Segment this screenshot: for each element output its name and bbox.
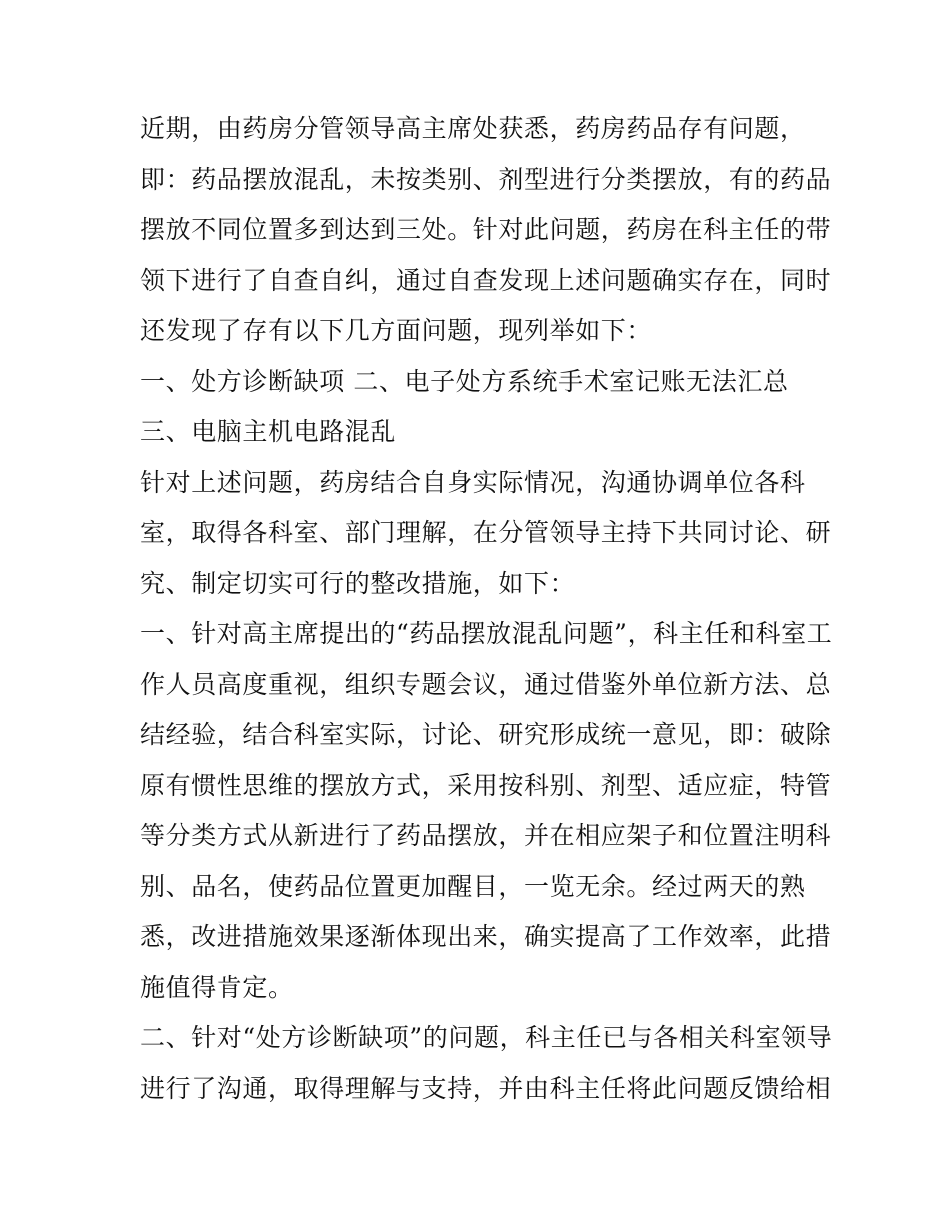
text-line: 施值得肯定。	[140, 972, 294, 1002]
text-line: 一、处方诊断缺项 二、电子处方系统手术室记账无法汇总	[140, 366, 789, 396]
document-body	[140, 104, 833, 1114]
text-line: 二、针对“处方诊断缺项”的问题，科主任已与各相关科室领导	[140, 1023, 833, 1052]
text-line: 领下进行了自查自纠，通过自查发现上述问题确实存在，同时	[140, 265, 832, 295]
paragraph-intro	[140, 104, 832, 357]
text-line: 室，取得各科室、部门理解，在分管领导主持下共同讨论、研	[140, 518, 832, 547]
text-line: 三、电脑主机电路混乱	[140, 417, 397, 446]
paragraph-response	[140, 458, 832, 610]
text-line: 别、品名，使药品位置更加醒目，一览无余。经过两天的熟	[140, 871, 806, 901]
text-line: 摆放不同位置多到达到三处。针对此问题，药房在科主任的带	[140, 215, 832, 244]
text-line: 原有惯性思维的摆放方式，采用按科别、剂型、适应症，特管	[140, 770, 832, 800]
text-line: 近期，由药房分管领导高主席处获悉，药房药品存有问题，	[140, 114, 806, 143]
paragraph-measure-two	[140, 1013, 833, 1114]
text-line: 针对上述问题，药房结合自身实际情况，沟通协调单位各科	[140, 467, 806, 497]
text-line: 还发现了存有以下几方面问题，现列举如下：	[140, 316, 653, 345]
text-line: 究、制定切实可行的整改措施，如下：	[140, 568, 576, 598]
text-line: 一、针对高主席提出的“药品摆放混乱问题”，科主任和科室工	[140, 619, 833, 648]
paragraph-problem-list	[140, 357, 820, 458]
text-line: 等分类方式从新进行了药品摆放，并在相应架子和位置注明科	[140, 821, 832, 850]
text-line: 悉，改进措施效果逐渐体现出来，确实提高了工作效率，此措	[140, 922, 832, 951]
text-line: 即：药品摆放混乱，未按类别、剂型进行分类摆放，有的药品	[140, 164, 832, 194]
text-line: 进行了沟通，取得理解与支持，并由科主任将此问题反馈给相	[140, 1073, 832, 1103]
paragraph-measure-one	[140, 609, 833, 1013]
text-line: 结经验，结合科室实际，讨论、研究形成统一意见，即：破除	[140, 720, 832, 749]
text-line: 作人员高度重视，组织专题会议，通过借鉴外单位新方法、总	[140, 669, 832, 699]
